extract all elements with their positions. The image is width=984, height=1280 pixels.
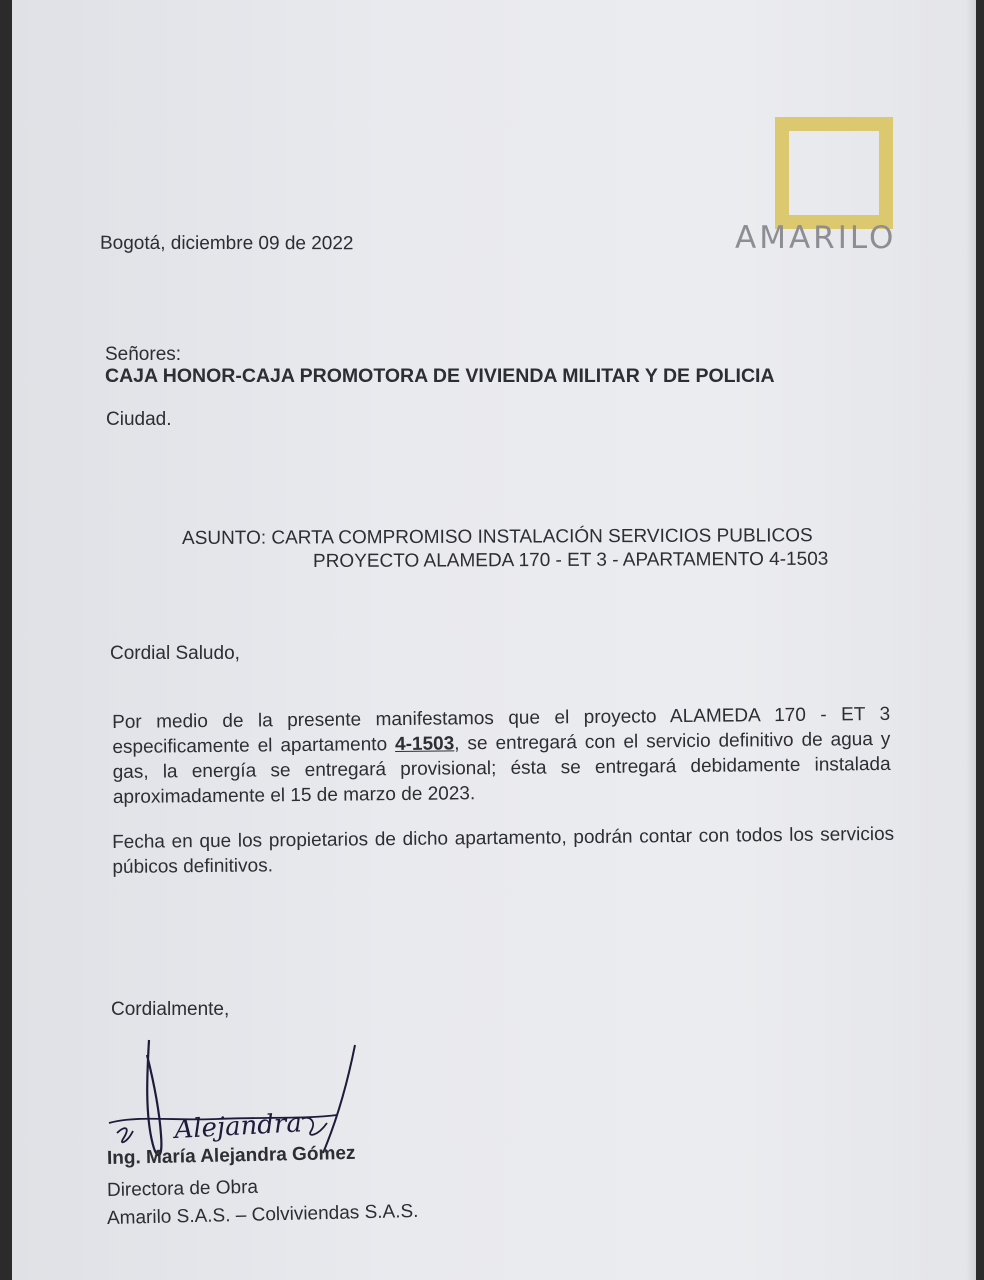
date-line: Bogotá, diciembre 09 de 2022 <box>99 232 354 255</box>
body-p1-text-after: , se entregará con el servicio definitivo de agua y gas, la energía se entregará provisional; ésta se entregará debidamente instalada aproximadamente el 15 de marzo de 2023. <box>112 728 891 808</box>
letter-page <box>12 0 976 1280</box>
body-p1-text-before: Por medio de la presente manifestamos que el proyecto ALAMEDA 170 - ET 3 especificamente el apartamento <box>112 703 891 758</box>
amarilo-logo-wordmark: AMARILO <box>735 220 897 256</box>
body-paragraph-2: Fecha en que los propietarios de dicho apartamento, podrán contar con todos los servicios púbicos definitivos. <box>112 823 895 878</box>
recipient-city: Ciudad. <box>106 409 172 430</box>
signer-title: Directora de Obra <box>106 1176 259 1201</box>
amarilo-logo-square-icon <box>775 117 893 229</box>
closing: Cordialmente, <box>111 999 230 1020</box>
recipient-salutation: Señores: <box>105 344 182 365</box>
greeting: Cordial Saludo, <box>110 643 240 664</box>
subject-line-2: PROYECTO ALAMEDA 170 - ET 3 - APARTAMENTO 4-1503 <box>312 548 829 572</box>
signer-company: Amarilo S.A.S. – Colviviendas S.A.S. <box>106 1200 419 1229</box>
body-paragraph-1 <box>112 702 891 810</box>
apartment-number: 4-1503 <box>394 733 455 756</box>
recipient-organization: CAJA HONOR-CAJA PROMOTORA DE VIVIENDA MILITAR Y DE POLICIA <box>105 365 775 387</box>
signer-name: Ing. María Alejandra Gómez <box>106 1142 356 1169</box>
subject-line-1: ASUNTO: CARTA COMPROMISO INSTALACIÓN SERVICIOS PUBLICOS <box>181 525 813 549</box>
signature-handwriting-text: Alejandra <box>173 1108 303 1145</box>
